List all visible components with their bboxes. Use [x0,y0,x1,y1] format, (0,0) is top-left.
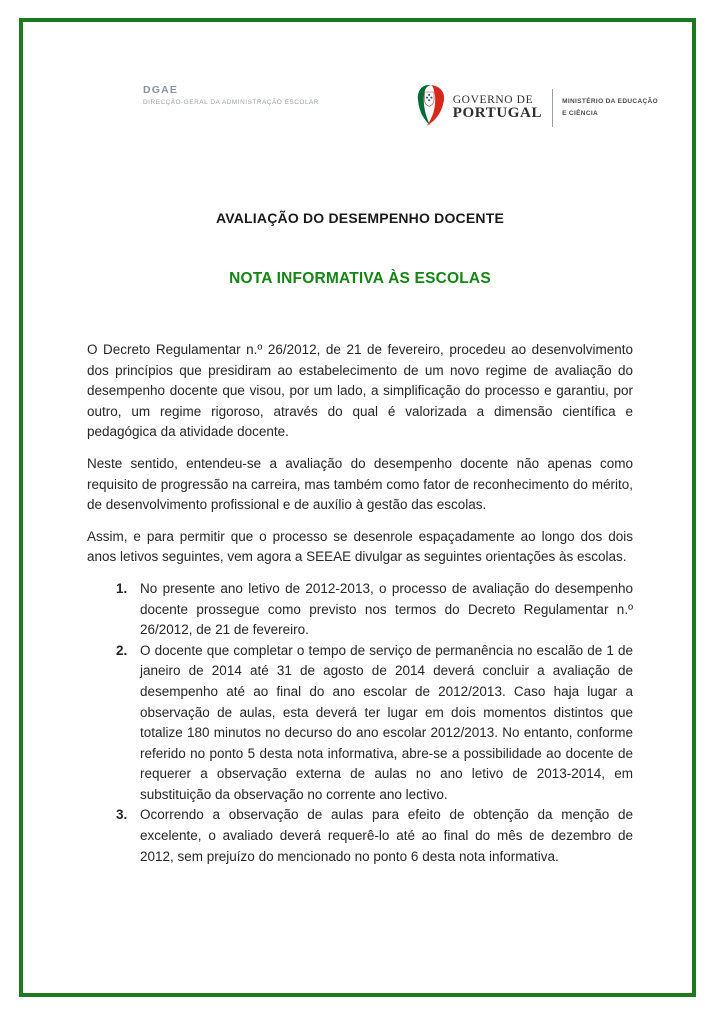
government-logo [416,84,658,131]
government-wordmark [453,94,542,122]
document-title: AVALIAÇÃO DO DESEMPENHO DOCENTE [215,210,505,226]
document-subtitle: NOTA INFORMATIVA ÀS ESCOLAS [229,270,491,287]
portugal-coat-of-arms-icon [416,84,446,131]
list-item-number: 3. [116,807,128,823]
list-item-text: No presente ano letivo de 2012-2013, o processo de avaliação do desempenho docente prossegue como previsto nos termos do Decreto Regulamentar n.º 26/2012, de 21 de fevereiro. [140,580,633,638]
dgae-acronym: DGAE [143,84,179,96]
list-item-number: 2. [116,642,128,658]
logo-separator [552,89,553,127]
document-body [87,340,633,867]
paragraph-2: Neste sentido, entendeu-se a avaliação do desempenho docente não apenas como requisito de progressão na carreira, mas também como fator de reconhecimento do mérito, de desenvolvimento profissional e de auxílio à gestão das escolas. [87,455,633,513]
paragraph-3: Assim, e para permitir que o processo se desenrole espaçadamente ao longo dos dois anos letivos seguintes, vem agora a SEEAE divulgar as seguintes orientações às escolas. [87,528,633,565]
list-item [87,579,633,641]
governo-de-text: GOVERNO DE [452,93,534,106]
dgae-logo [143,84,319,106]
list-item [87,805,633,867]
list-item [87,641,633,806]
page-header [143,84,658,131]
list-item-number: 1. [116,580,128,596]
paragraph-1: O Decreto Regulamentar n.º 26/2012, de 21 de fevereiro, procedeu ao desenvolvimento dos princípios que presidiram ao estabelecimento de um novo regime de avaliação do desempenho docente que visou, por um lado, a simplificação do processo e garantiu, por outro, um regime rigoroso, através do qual é valorizada a dimensão científica e pedagógica da atividade docente. [87,342,633,440]
dgae-full-name: DIRECÇÃO-GERAL DA ADMINISTRAÇÃO ESCOLAR [143,99,320,106]
orientations-list [87,579,633,867]
list-item-text: O docente que completar o tempo de serviço de permanência no escalão de 1 de janeiro de 2014 até 31 de agosto de 2014 deverá concluir a avaliação de desempenho até ao final do ano escolar de 2012/2013. Caso haja lugar a observação de aulas, esta deverá ter lugar em dois momentos distintos que totalize 180 minutos no decurso do ano escolar 2012/2013. No entanto, conforme referido no ponto 5 desta nota informativa, abre-se a possibilidade ao docente de requerer a observação externa de aulas no ano letivo de 2013-2014, em substituição da observação no corrente ano lectivo. [140,642,633,802]
ministry-line2: E CIÊNCIA [562,109,599,117]
list-item-text: Ocorrendo a observação de aulas para efeito de obtenção da menção de excelente, o avaliado deverá requerê-lo até ao final do mês de dezembro de 2012, sem prejuízo do mencionado no ponto 6 desta nota informativa. [140,807,633,864]
portugal-text: PORTUGAL [452,104,543,121]
ministry-text [562,96,658,118]
ministry-line1: MINISTÉRIO DA EDUCAÇÃO [562,98,658,106]
